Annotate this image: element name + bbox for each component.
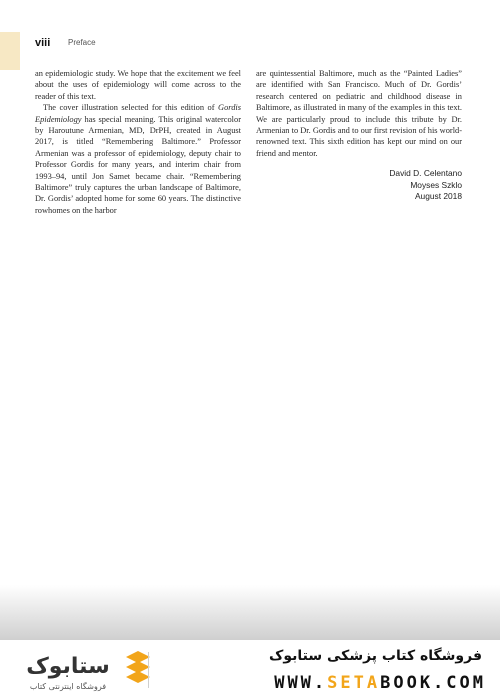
book-title-italic: Gordis Epidemiology <box>35 103 241 124</box>
text-span: The cover illustration selected for this edition of <box>43 103 219 113</box>
author-name: Moyses Szklo <box>410 179 462 190</box>
page-number: viii <box>35 37 51 49</box>
signature-block <box>256 168 462 203</box>
logo-subtitle: فروشگاه اینترنتی کتاب <box>29 682 107 691</box>
store-url[interactable] <box>274 673 486 693</box>
author-name: David D. Celentano <box>389 168 462 179</box>
url-prefix: WWW. <box>274 673 328 693</box>
page-tab-marker <box>0 32 20 70</box>
divider <box>148 652 149 688</box>
paragraph: are quintessential Baltimore, much as the “Painted Ladies” are identified with San Francisco. Much of Dr. Gordis’ research centered on pediatric and childhood disease in Baltimore, as illustrated in many of the examples in this text. We are particularly proud to include this tribute by Dr. Armenian to Dr. Gordis and to our first revision of his world-renowned text. This sixth edition has kept our mind on our friend and mentor. <box>256 69 462 158</box>
left-column <box>35 68 241 216</box>
store-footer-banner <box>0 640 500 700</box>
setabook-logo <box>8 643 158 698</box>
url-highlight: SETA <box>327 673 381 693</box>
paragraph: an epidemiologic study. We hope that the excitement we feel about the uses of epidemiology will come across to the reader of this text. <box>35 69 241 101</box>
logo-wordmark: ستابوک <box>26 654 110 679</box>
bottom-gradient <box>0 585 500 640</box>
running-header: Preface <box>68 38 96 47</box>
url-suffix: BOOK.COM <box>380 673 486 693</box>
text-span: has special meaning. This original watercolor by Haroutune Armenian, MD, DrPH, created in August 2017, is titled “Remembering Baltimore.” Professor Armenian was a professor of epidemiology, deputy chair to Professor Gordis for many years, and interim chair from 1993–94, until Jon Samet became chair. “Remembering Baltimore” truly captures the urban landscape of Baltimore, Dr. Gordis’ adopted home for some 60 years. The distinctive rowhomes on the harbor <box>35 114 241 215</box>
store-name: فروشگاه کتاب پزشکی ستابوک <box>269 648 482 664</box>
book-stack-icon <box>126 651 150 683</box>
paragraph <box>35 102 241 216</box>
right-column <box>256 68 462 203</box>
signature-date: August 2018 <box>414 191 462 202</box>
